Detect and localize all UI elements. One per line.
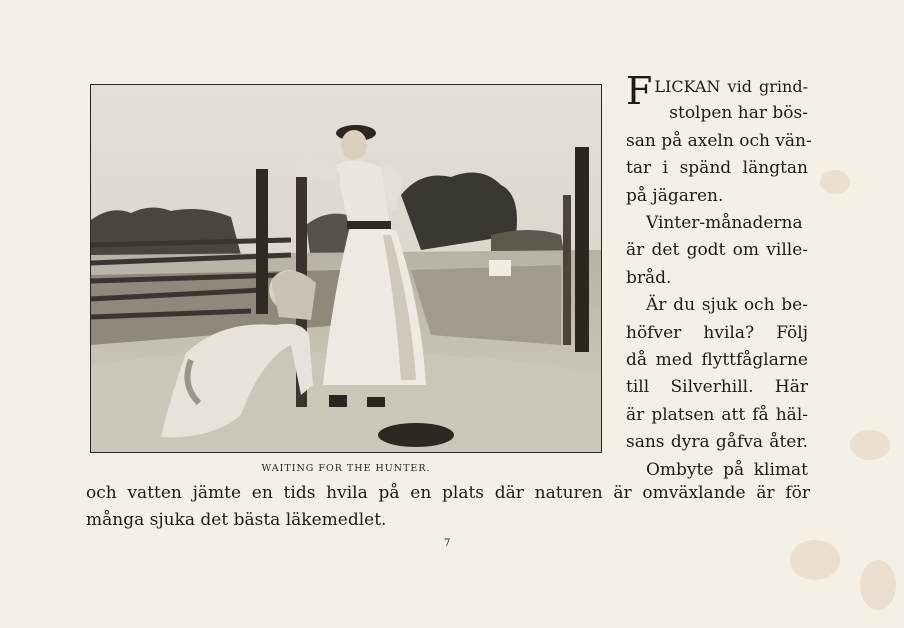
text-line: san på axeln och vän-: [626, 130, 812, 151]
text-line: LICKAN vid grind-: [654, 77, 808, 96]
text-line-full: och vatten jämte en tids hvila på en plats där naturen är omväxlande är för: [86, 483, 810, 503]
text-line-full: många sjuka det bästa läkemedlet.: [86, 510, 387, 530]
text-line: höfver hvila? Följ: [626, 322, 808, 343]
paper-stain: [850, 430, 890, 460]
paragraph-3: [626, 292, 808, 484]
drop-cap: F: [626, 69, 653, 113]
text-line: är det godt om ville-: [626, 240, 808, 261]
text-line: Ombyte på klimat: [646, 459, 808, 480]
photograph: [90, 84, 602, 453]
figure-caption: WAITING FOR THE HUNTER.: [261, 463, 431, 474]
text-line: bråd.: [626, 267, 672, 288]
text-line: stolpen har bös-: [669, 103, 808, 124]
paper-stain: [820, 170, 850, 194]
text-line: är platsen att få häl-: [626, 404, 808, 425]
text-line: då med flyttfåglarne: [626, 350, 808, 371]
text-line: på jägaren.: [626, 185, 724, 206]
paragraph-1: [626, 69, 812, 210]
text-line: Vinter-månaderna: [646, 213, 803, 234]
photo-illustration: [91, 85, 601, 452]
text-line: Är du sjuk och be-: [646, 295, 808, 316]
text-line: till Silverhill. Här: [626, 377, 808, 398]
paper-stain: [860, 560, 896, 610]
paper-stain: [790, 540, 840, 580]
paragraph-2: [626, 210, 808, 292]
text-column: [626, 69, 812, 484]
text-line: sans dyra gåfva åter.: [626, 432, 808, 453]
text-line: tar i spänd längtan: [626, 158, 808, 179]
page-number: 7: [444, 538, 451, 549]
